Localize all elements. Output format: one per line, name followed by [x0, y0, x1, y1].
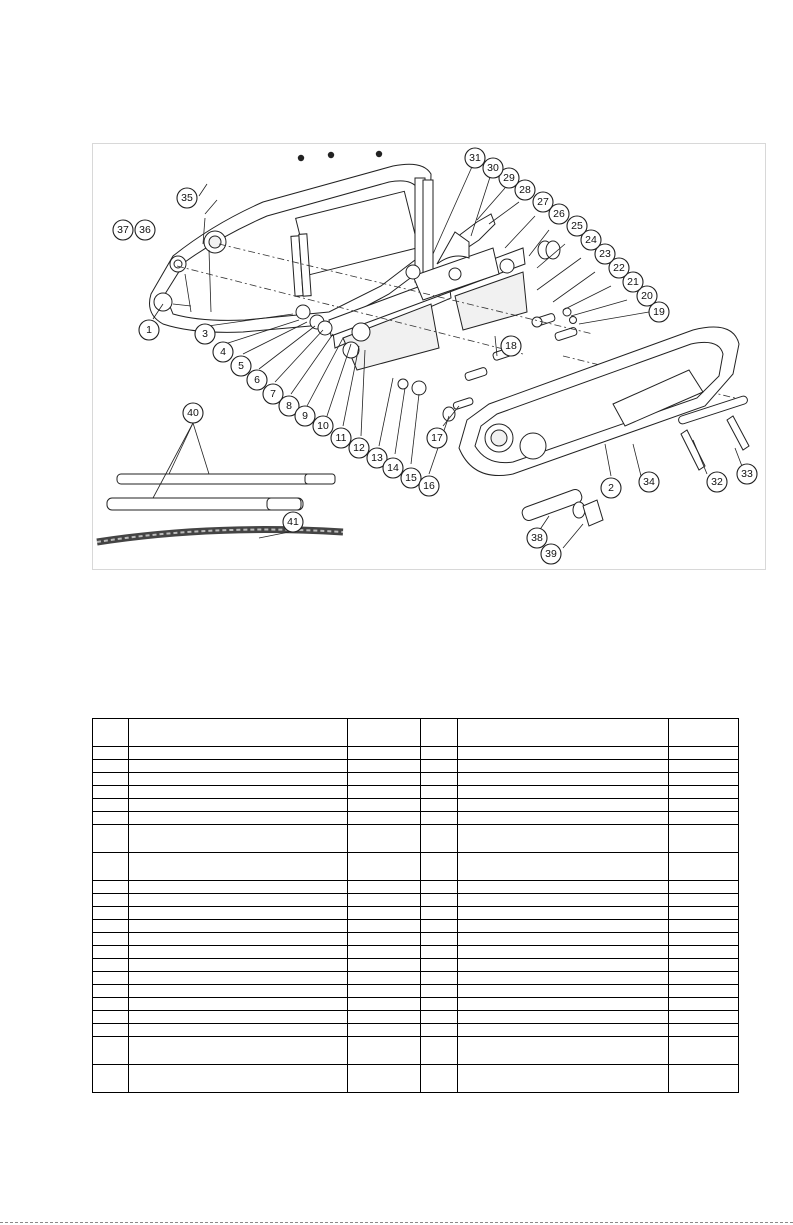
callout-15 — [401, 468, 421, 488]
table-cell — [421, 972, 458, 985]
table-cell — [669, 853, 739, 881]
table-row — [93, 894, 739, 907]
svg-text:19: 19 — [653, 306, 665, 318]
svg-text:36: 36 — [139, 224, 151, 236]
svg-text:21: 21 — [627, 276, 639, 288]
callout-12 — [349, 438, 369, 458]
parts-table — [92, 718, 739, 1093]
table-cell — [129, 825, 348, 853]
table-cell — [348, 920, 421, 933]
callout-37 — [113, 220, 133, 240]
table-cell — [348, 1037, 421, 1065]
table-cell — [129, 1037, 348, 1065]
table-row — [93, 946, 739, 959]
callout-34 — [639, 472, 659, 492]
table-row — [93, 747, 739, 760]
table-cell — [348, 972, 421, 985]
table-row — [93, 760, 739, 773]
table-cell — [93, 1011, 129, 1024]
table-cell — [93, 985, 129, 998]
svg-text:27: 27 — [537, 196, 549, 208]
table-cell — [421, 825, 458, 853]
callout-9 — [295, 406, 315, 426]
table-cell — [669, 719, 739, 747]
table-cell — [458, 985, 669, 998]
table-cell — [669, 894, 739, 907]
callout-32 — [707, 472, 727, 492]
callout-41 — [283, 512, 303, 532]
table-cell — [458, 881, 669, 894]
table-row — [93, 881, 739, 894]
table-cell — [129, 959, 348, 972]
svg-text:40: 40 — [187, 407, 199, 419]
table-cell — [458, 719, 669, 747]
table-cell — [669, 1037, 739, 1065]
callout-35 — [177, 188, 197, 208]
svg-text:41: 41 — [287, 516, 299, 528]
table-cell — [421, 933, 458, 946]
table-cell — [93, 933, 129, 946]
table-cell — [93, 760, 129, 773]
svg-text:3: 3 — [202, 328, 208, 340]
table-cell — [93, 959, 129, 972]
table-row — [93, 773, 739, 786]
table-cell — [421, 812, 458, 825]
table-cell — [669, 786, 739, 799]
table-cell — [348, 907, 421, 920]
shaft-assembly — [520, 488, 603, 526]
callout-39 — [541, 544, 561, 564]
callout-18 — [501, 336, 521, 356]
svg-text:14: 14 — [387, 462, 399, 474]
table-row — [93, 825, 739, 853]
table-cell — [458, 1065, 669, 1093]
svg-text:16: 16 — [423, 480, 435, 492]
callout-11 — [331, 428, 351, 448]
svg-text:7: 7 — [270, 388, 276, 400]
svg-text:11: 11 — [335, 432, 347, 444]
table-cell — [93, 894, 129, 907]
table-cell — [348, 881, 421, 894]
table-cell — [669, 998, 739, 1011]
svg-text:1: 1 — [146, 324, 152, 336]
table-cell — [669, 881, 739, 894]
table-cell — [129, 773, 348, 786]
diagram-svg — [93, 144, 765, 569]
table-cell — [348, 786, 421, 799]
table-cell — [348, 760, 421, 773]
table-cell — [93, 853, 129, 881]
svg-text:28: 28 — [519, 184, 531, 196]
table-cell — [669, 972, 739, 985]
table-cell — [348, 933, 421, 946]
svg-text:33: 33 — [741, 468, 753, 480]
svg-text:32: 32 — [711, 476, 723, 488]
table-cell — [458, 773, 669, 786]
table-cell — [458, 933, 669, 946]
callout-4 — [213, 342, 233, 362]
table-row — [93, 1037, 739, 1065]
table-cell — [458, 972, 669, 985]
table-row — [93, 959, 739, 972]
table-cell — [93, 998, 129, 1011]
table-cell — [421, 907, 458, 920]
table-cell — [669, 747, 739, 760]
svg-text:20: 20 — [641, 290, 653, 302]
table-cell — [421, 959, 458, 972]
table-cell — [421, 985, 458, 998]
svg-text:4: 4 — [220, 346, 226, 358]
svg-text:22: 22 — [613, 262, 625, 274]
table-cell — [129, 799, 348, 812]
table-cell — [421, 998, 458, 1011]
table-cell — [421, 719, 458, 747]
svg-text:17: 17 — [431, 432, 443, 444]
table-cell — [129, 998, 348, 1011]
callout-30 — [483, 158, 503, 178]
exploded-parts-diagram — [92, 143, 766, 570]
table-cell — [129, 933, 348, 946]
table-cell — [458, 799, 669, 812]
table-row — [93, 786, 739, 799]
callout-10 — [313, 416, 333, 436]
table-cell — [129, 1011, 348, 1024]
table-row — [93, 853, 739, 881]
svg-text:34: 34 — [643, 476, 655, 488]
table-cell — [129, 881, 348, 894]
svg-text:29: 29 — [503, 172, 515, 184]
table-cell — [669, 812, 739, 825]
table-cell — [421, 786, 458, 799]
table-cell — [93, 1024, 129, 1037]
table-cell — [93, 825, 129, 853]
table-cell — [458, 853, 669, 881]
svg-text:39: 39 — [545, 548, 557, 560]
table-cell — [348, 1024, 421, 1037]
parts-table-body — [93, 719, 739, 1093]
table-cell — [93, 773, 129, 786]
callout-31 — [465, 148, 485, 168]
table-cell — [129, 747, 348, 760]
table-cell — [421, 881, 458, 894]
table-cell — [348, 1011, 421, 1024]
table-cell — [669, 1065, 739, 1093]
table-row — [93, 1065, 739, 1093]
svg-text:30: 30 — [487, 162, 499, 174]
table-cell — [669, 825, 739, 853]
svg-text:5: 5 — [238, 360, 244, 372]
table-cell — [669, 985, 739, 998]
table-cell — [129, 972, 348, 985]
table-row — [93, 1011, 739, 1024]
callout-1 — [139, 320, 159, 340]
table-cell — [669, 1011, 739, 1024]
table-cell — [421, 1037, 458, 1065]
table-cell — [458, 812, 669, 825]
table-cell — [348, 812, 421, 825]
callout-33 — [737, 464, 757, 484]
table-row — [93, 998, 739, 1011]
svg-text:15: 15 — [405, 472, 417, 484]
callout-2 — [601, 478, 621, 498]
svg-text:8: 8 — [286, 400, 292, 412]
table-cell — [129, 907, 348, 920]
table-cell — [93, 1065, 129, 1093]
table-cell — [93, 812, 129, 825]
table-cell — [93, 920, 129, 933]
table-cell — [348, 853, 421, 881]
table-cell — [458, 894, 669, 907]
table-cell — [458, 907, 669, 920]
table-cell — [458, 1024, 669, 1037]
table-cell — [669, 799, 739, 812]
table-cell — [421, 760, 458, 773]
table-cell — [93, 1037, 129, 1065]
svg-text:37: 37 — [117, 224, 129, 236]
table-cell — [669, 959, 739, 972]
table-cell — [421, 1011, 458, 1024]
table-cell — [129, 946, 348, 959]
table-cell — [421, 747, 458, 760]
svg-text:18: 18 — [505, 340, 517, 352]
table-cell — [129, 760, 348, 773]
callout-38 — [527, 528, 547, 548]
table-cell — [348, 998, 421, 1011]
svg-text:10: 10 — [317, 420, 329, 432]
table-cell — [421, 1024, 458, 1037]
table-cell — [669, 920, 739, 933]
table-cell — [421, 853, 458, 881]
table-cell — [458, 786, 669, 799]
table-cell — [129, 1065, 348, 1093]
svg-text:38: 38 — [531, 532, 543, 544]
table-cell — [669, 760, 739, 773]
table-cell — [458, 998, 669, 1011]
table-cell — [348, 747, 421, 760]
table-cell — [458, 747, 669, 760]
table-cell — [348, 799, 421, 812]
table-cell — [348, 946, 421, 959]
table-cell — [348, 985, 421, 998]
table-cell — [458, 760, 669, 773]
table-row — [93, 1024, 739, 1037]
table-cell — [129, 786, 348, 799]
callout-17 — [427, 428, 447, 448]
table-row — [93, 799, 739, 812]
table-cell — [669, 907, 739, 920]
table-row — [93, 933, 739, 946]
table-row — [93, 812, 739, 825]
svg-text:35: 35 — [181, 192, 193, 204]
table-row — [93, 920, 739, 933]
table-cell — [669, 946, 739, 959]
callout-40 — [183, 403, 203, 423]
table-cell — [129, 920, 348, 933]
callout-6 — [247, 370, 267, 390]
table-cell — [348, 773, 421, 786]
table-cell — [93, 946, 129, 959]
table-cell — [421, 920, 458, 933]
table-cell — [348, 894, 421, 907]
table-row — [93, 985, 739, 998]
table-cell — [129, 1024, 348, 1037]
callout-16 — [419, 476, 439, 496]
table-row — [93, 907, 739, 920]
table-cell — [348, 959, 421, 972]
handles-and-rope — [97, 474, 343, 542]
table-cell — [421, 894, 458, 907]
callout-14 — [383, 458, 403, 478]
callout-5 — [231, 356, 251, 376]
table-cell — [458, 959, 669, 972]
table-cell — [129, 894, 348, 907]
callout-3 — [195, 324, 215, 344]
table-cell — [93, 799, 129, 812]
table-cell — [129, 719, 348, 747]
table-cell — [129, 985, 348, 998]
table-cell — [129, 853, 348, 881]
svg-text:9: 9 — [302, 410, 308, 422]
svg-text:31: 31 — [469, 152, 481, 164]
table-cell — [348, 719, 421, 747]
svg-text:13: 13 — [371, 452, 383, 464]
table-cell — [93, 907, 129, 920]
table-row — [93, 719, 739, 747]
table-cell — [93, 972, 129, 985]
table-cell — [93, 747, 129, 760]
svg-text:26: 26 — [553, 208, 565, 220]
callout-27 — [533, 192, 553, 212]
table-cell — [669, 773, 739, 786]
table-cell — [93, 786, 129, 799]
svg-text:2: 2 — [608, 482, 614, 494]
callout-25 — [567, 216, 587, 236]
table-cell — [458, 825, 669, 853]
svg-text:23: 23 — [599, 248, 611, 260]
table-cell — [421, 946, 458, 959]
table-cell — [421, 773, 458, 786]
svg-text:24: 24 — [585, 234, 597, 246]
table-cell — [421, 799, 458, 812]
callout-36 — [135, 220, 155, 240]
table-cell — [93, 881, 129, 894]
table-cell — [458, 1037, 669, 1065]
table-cell — [458, 946, 669, 959]
table-cell — [669, 1024, 739, 1037]
page-bottom-rule — [0, 1222, 793, 1223]
svg-text:12: 12 — [353, 442, 365, 454]
table-cell — [348, 825, 421, 853]
table-cell — [348, 1065, 421, 1093]
table-cell — [421, 1065, 458, 1093]
table-cell — [129, 812, 348, 825]
table-cell — [458, 920, 669, 933]
table-cell — [458, 1011, 669, 1024]
table-cell — [669, 933, 739, 946]
svg-text:25: 25 — [571, 220, 583, 232]
svg-text:6: 6 — [254, 374, 260, 386]
table-row — [93, 972, 739, 985]
table-cell — [93, 719, 129, 747]
